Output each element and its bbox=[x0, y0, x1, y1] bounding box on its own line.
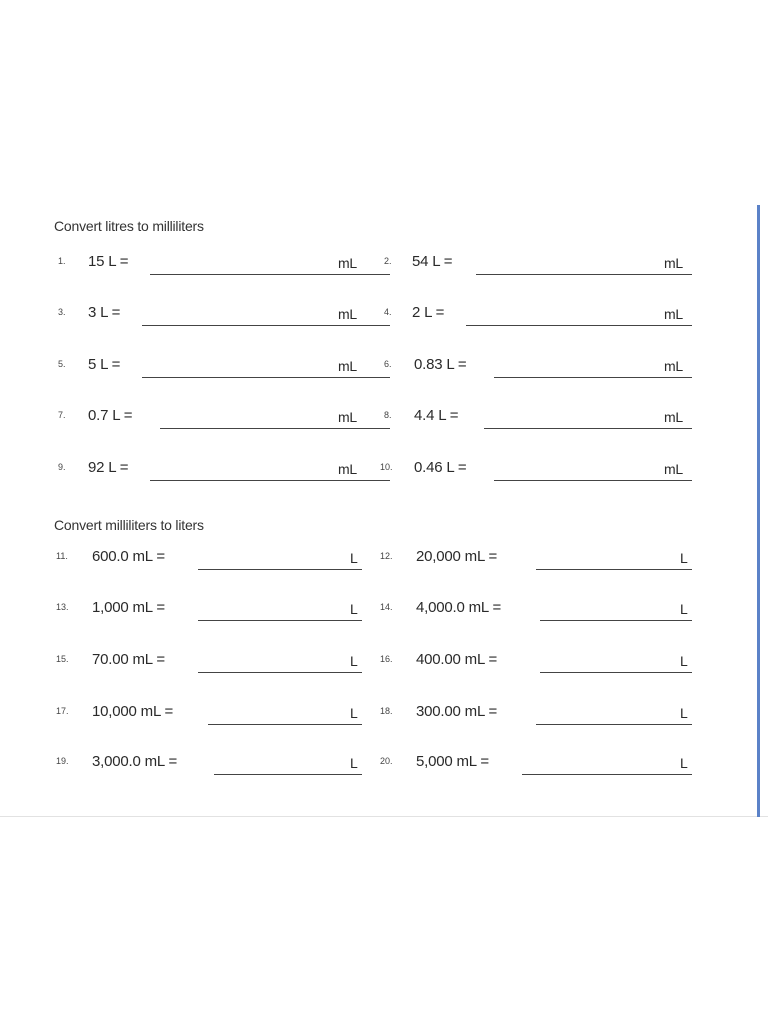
answer-blank[interactable] bbox=[540, 620, 692, 621]
problem-expression: 0.7 L = bbox=[88, 407, 133, 424]
problem-expression: 20,000 mL = bbox=[416, 548, 498, 565]
problem-7 bbox=[58, 407, 368, 431]
problem-unit: mL bbox=[338, 409, 357, 425]
problem-number: 13. bbox=[56, 602, 69, 612]
problem-number: 19. bbox=[56, 756, 69, 766]
problem-unit: L bbox=[680, 755, 688, 771]
problem-16 bbox=[380, 651, 692, 675]
answer-blank[interactable] bbox=[198, 569, 362, 570]
answer-blank[interactable] bbox=[208, 724, 362, 725]
answer-blank[interactable] bbox=[494, 377, 692, 378]
problem-expression: 2 L = bbox=[412, 304, 445, 321]
problem-number: 8. bbox=[384, 410, 392, 420]
answer-blank[interactable] bbox=[484, 428, 692, 429]
section-heading-milliliters-to-liters: Convert milliliters to liters bbox=[54, 517, 204, 533]
problem-14 bbox=[380, 599, 692, 623]
answer-blank[interactable] bbox=[142, 325, 390, 326]
problem-number: 5. bbox=[58, 359, 66, 369]
problem-expression: 54 L = bbox=[412, 253, 453, 270]
problem-unit: mL bbox=[664, 306, 683, 322]
problem-expression: 400.00 mL = bbox=[416, 651, 498, 668]
problem-expression: 300.00 mL = bbox=[416, 703, 498, 720]
problem-19 bbox=[56, 753, 362, 777]
problem-number: 6. bbox=[384, 359, 392, 369]
problem-11 bbox=[56, 548, 362, 572]
problem-unit: mL bbox=[664, 409, 683, 425]
problem-1 bbox=[58, 253, 368, 277]
problem-number: 12. bbox=[380, 551, 393, 561]
problem-unit: L bbox=[350, 550, 358, 566]
problem-unit: mL bbox=[664, 255, 683, 271]
problem-number: 10. bbox=[380, 462, 393, 472]
problem-expression: 4,000.0 mL = bbox=[416, 599, 502, 616]
problem-10 bbox=[380, 459, 694, 483]
answer-blank[interactable] bbox=[522, 774, 692, 775]
problem-20 bbox=[380, 753, 692, 777]
problem-unit: L bbox=[680, 705, 688, 721]
answer-blank[interactable] bbox=[198, 620, 362, 621]
problem-number: 4. bbox=[384, 307, 392, 317]
problem-unit: L bbox=[350, 755, 358, 771]
problem-number: 18. bbox=[380, 706, 393, 716]
problem-unit: L bbox=[350, 653, 358, 669]
problem-unit: L bbox=[350, 705, 358, 721]
answer-blank[interactable] bbox=[150, 480, 390, 481]
problem-expression: 600.0 mL = bbox=[92, 548, 165, 565]
problem-expression: 15 L = bbox=[88, 253, 129, 270]
problem-8 bbox=[384, 407, 694, 431]
problem-expression: 10,000 mL = bbox=[92, 703, 174, 720]
problem-unit: L bbox=[680, 550, 688, 566]
page-side-border bbox=[757, 205, 760, 817]
problem-unit: L bbox=[680, 601, 688, 617]
problem-expression: 5,000 mL = bbox=[416, 753, 489, 770]
problem-18 bbox=[380, 703, 692, 727]
problem-13 bbox=[56, 599, 362, 623]
problem-number: 3. bbox=[58, 307, 66, 317]
problem-2 bbox=[384, 253, 694, 277]
problem-6 bbox=[384, 356, 694, 380]
problem-expression: 5 L = bbox=[88, 356, 121, 373]
answer-blank[interactable] bbox=[476, 274, 692, 275]
problem-expression: 4.4 L = bbox=[414, 407, 459, 424]
problem-expression: 0.46 L = bbox=[414, 459, 467, 476]
problem-3 bbox=[58, 304, 368, 328]
answer-blank[interactable] bbox=[536, 724, 692, 725]
problem-unit: mL bbox=[664, 461, 683, 477]
problem-number: 20. bbox=[380, 756, 393, 766]
answer-blank[interactable] bbox=[540, 672, 692, 673]
problem-number: 16. bbox=[380, 654, 393, 664]
problem-expression: 3 L = bbox=[88, 304, 121, 321]
problem-number: 2. bbox=[384, 256, 392, 266]
problem-9 bbox=[58, 459, 368, 483]
answer-blank[interactable] bbox=[536, 569, 692, 570]
problem-expression: 3,000.0 mL = bbox=[92, 753, 178, 770]
problem-number: 14. bbox=[380, 602, 393, 612]
problem-number: 17. bbox=[56, 706, 69, 716]
problem-number: 15. bbox=[56, 654, 69, 664]
problem-4 bbox=[384, 304, 694, 328]
problem-number: 7. bbox=[58, 410, 66, 420]
problem-number: 11. bbox=[56, 551, 68, 561]
answer-blank[interactable] bbox=[198, 672, 362, 673]
problem-unit: L bbox=[680, 653, 688, 669]
answer-blank[interactable] bbox=[142, 377, 390, 378]
problem-unit: L bbox=[350, 601, 358, 617]
section-heading-litres-to-milliliters: Convert litres to milliliters bbox=[54, 218, 204, 234]
answer-blank[interactable] bbox=[150, 274, 390, 275]
answer-blank[interactable] bbox=[494, 480, 692, 481]
problem-unit: mL bbox=[338, 358, 357, 374]
problem-expression: 70.00 mL = bbox=[92, 651, 165, 668]
problem-5 bbox=[58, 356, 368, 380]
problem-12 bbox=[380, 548, 692, 572]
problem-unit: mL bbox=[338, 306, 357, 322]
problem-unit: mL bbox=[664, 358, 683, 374]
answer-blank[interactable] bbox=[466, 325, 692, 326]
answer-blank[interactable] bbox=[214, 774, 362, 775]
page-edge-line bbox=[0, 816, 768, 817]
problem-15 bbox=[56, 651, 362, 675]
problem-unit: mL bbox=[338, 255, 357, 271]
problem-expression: 1,000 mL = bbox=[92, 599, 165, 616]
answer-blank[interactable] bbox=[160, 428, 390, 429]
problem-unit: mL bbox=[338, 461, 357, 477]
problem-17 bbox=[56, 703, 362, 727]
problem-number: 9. bbox=[58, 462, 66, 472]
problem-number: 1. bbox=[58, 256, 66, 266]
problem-expression: 0.83 L = bbox=[414, 356, 467, 373]
problem-expression: 92 L = bbox=[88, 459, 129, 476]
